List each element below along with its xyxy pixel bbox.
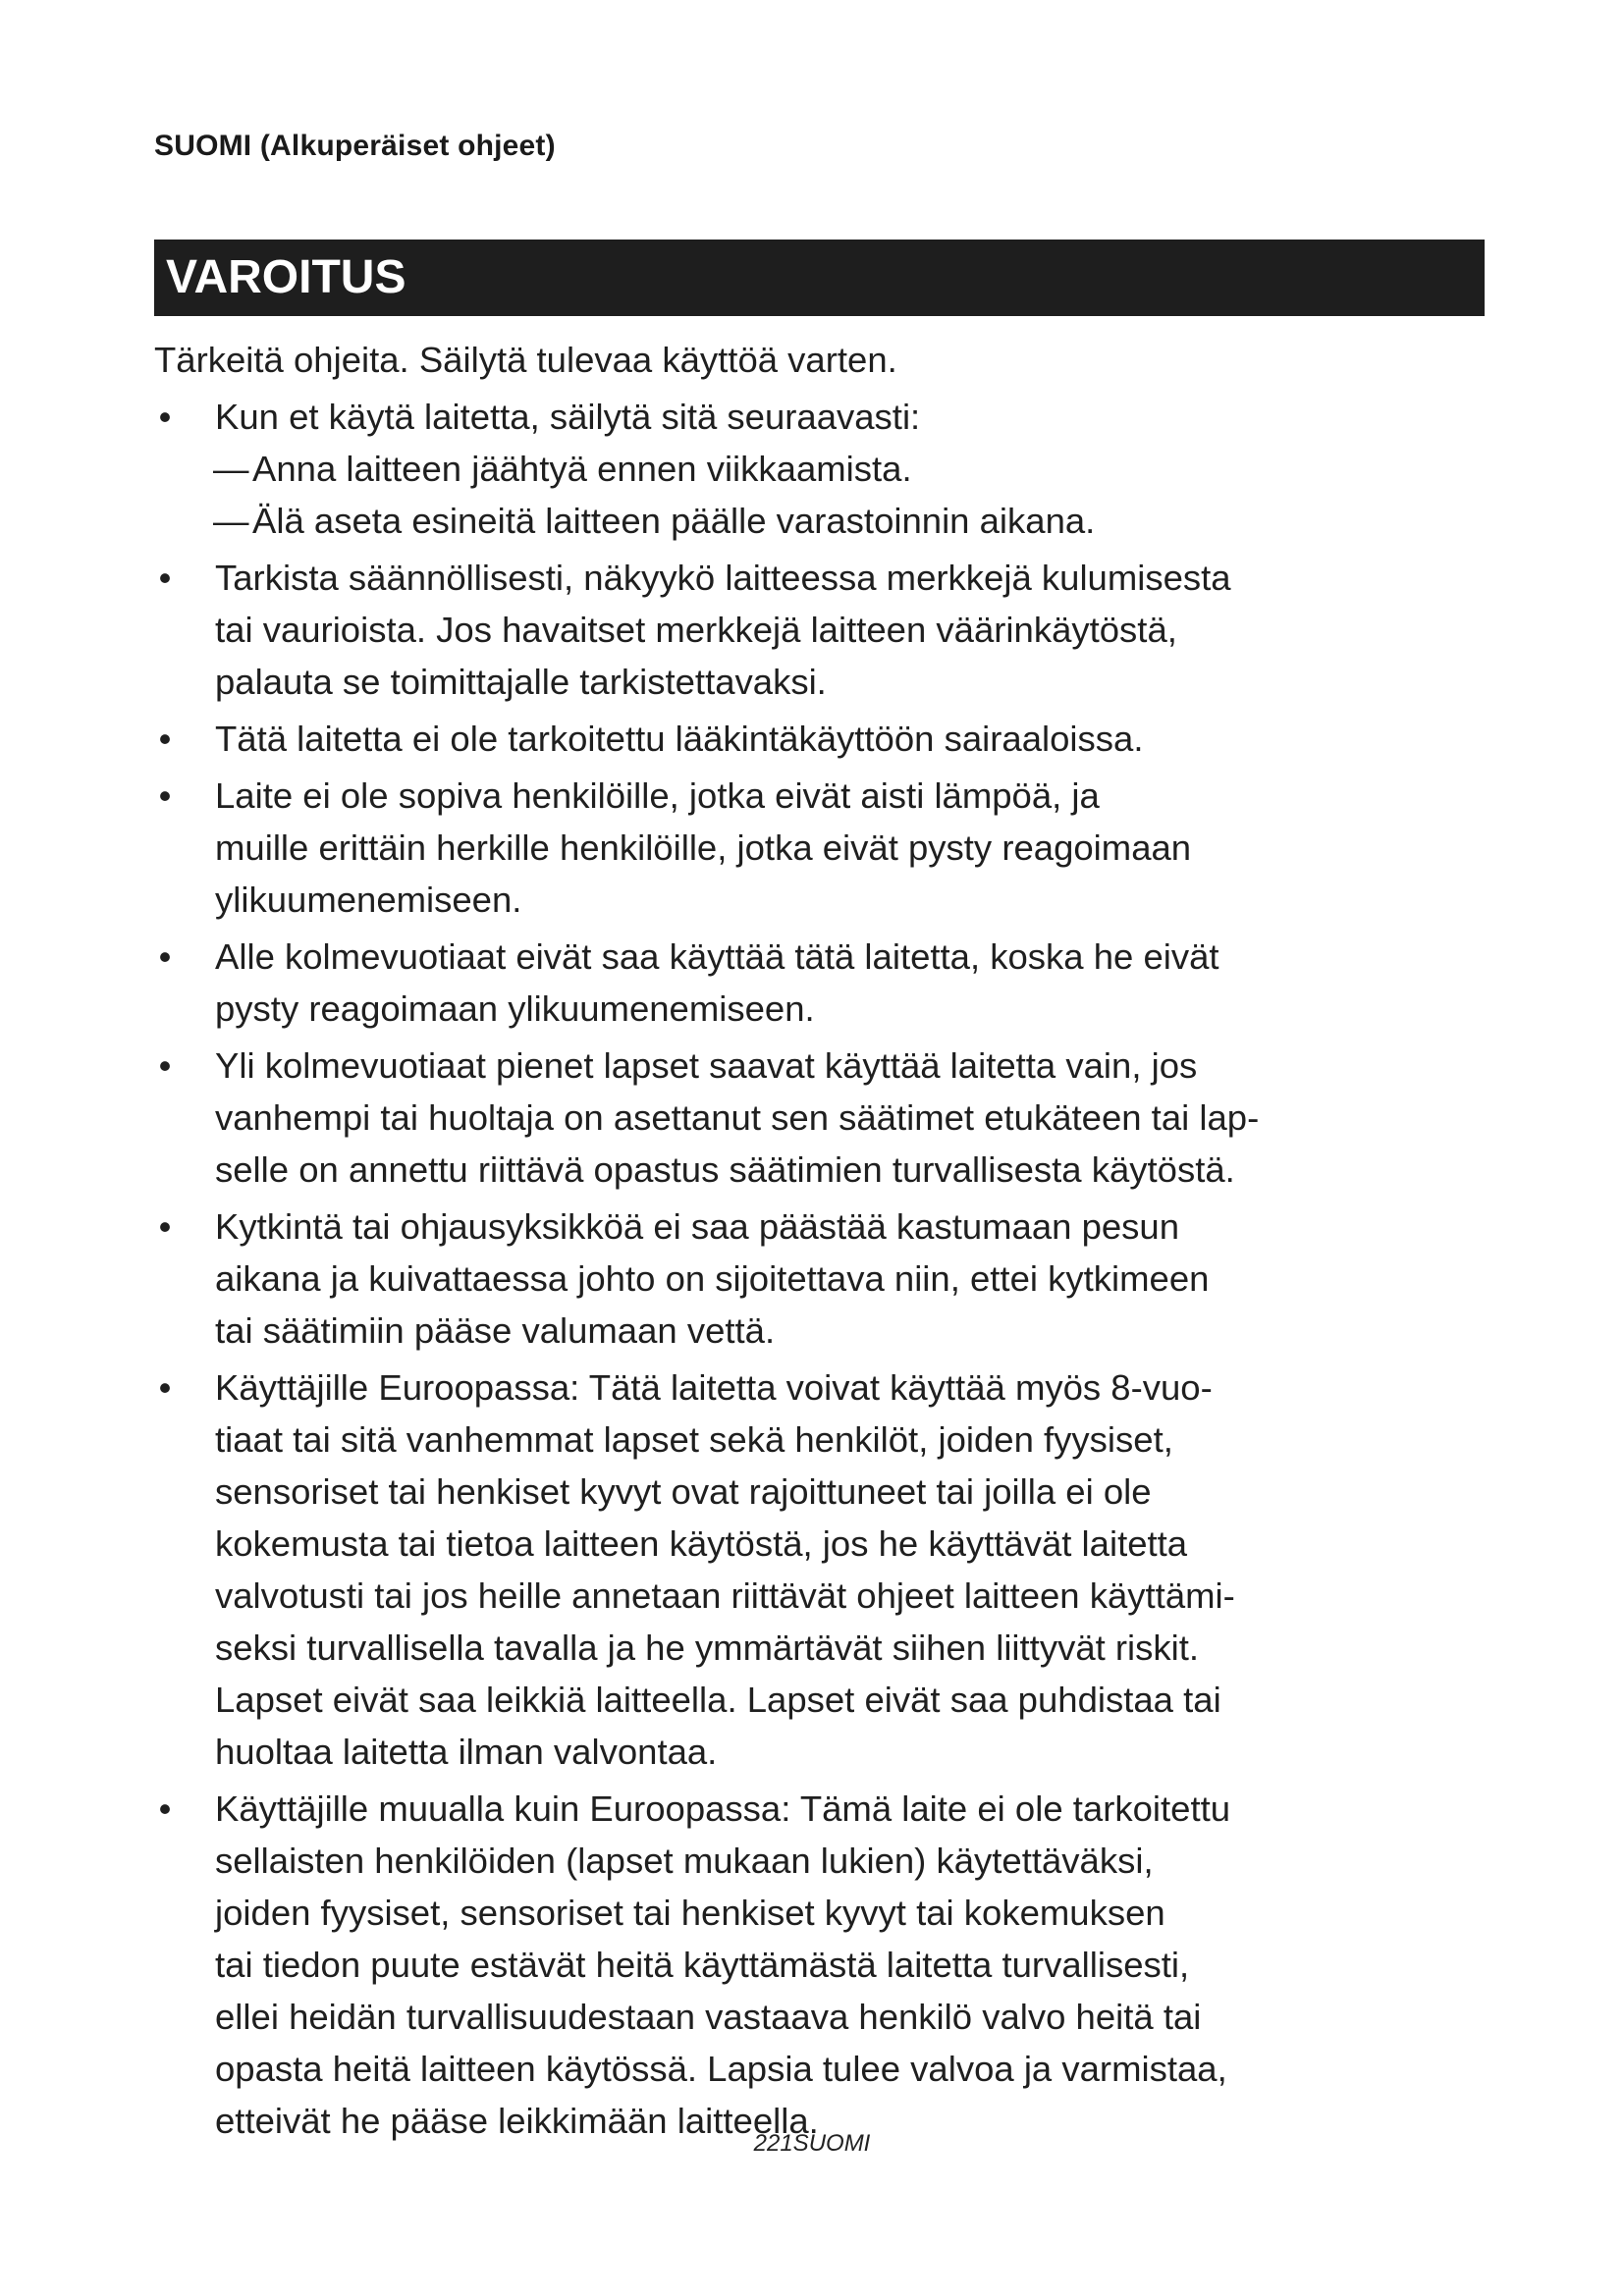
list-item-line: huoltaa laitetta ilman valvontaa. [215,1732,718,1772]
list-item-line: Käyttäjille Euroopassa: Tätä laitetta voivat käyttää myös 8-vuo- [215,1367,1213,1408]
list-item [154,1201,1499,1357]
list-item [154,552,1499,708]
list-item-line: aikana ja kuivattaessa johto on sijoitettava niin, ettei kytkimeen [215,1258,1210,1299]
warning-banner: VAROITUS [154,240,1485,316]
list-item-line: tai vaurioista. Jos havaitset merkkejä laitteen väärinkäytöstä, [215,610,1177,650]
list-item [154,391,1499,443]
list-item-line: etteivät he pääse leikkimään laitteella. [215,2101,819,2141]
bullet-icon: • [158,936,172,977]
list-item [154,931,1499,1035]
bullet-icon: • [158,775,172,816]
bullet-icon: • [158,719,172,759]
list-item-line: opasta heitä laitteen käytössä. Lapsia tulee valvoa ja varmistaa, [215,2049,1227,2089]
list-item-line: tai säätimiin pääse valumaan vettä. [215,1310,776,1351]
list-item-line: Lapset eivät saa leikkiä laitteella. Lapset eivät saa puhdistaa tai [215,1680,1221,1720]
bullet-icon: • [158,1045,172,1086]
bullet-icon: • [158,1789,172,1829]
list-item-line: Kytkintä tai ohjausyksikköä ei saa päästää kastumaan pesun [215,1206,1180,1247]
list-item-line: vanhempi tai huoltaja on asettanut sen säätimet etukäteen tai lap- [215,1097,1260,1138]
list-item-line: sensoriset tai henkiset kyvyt ovat rajoittuneet tai joilla ei ole [215,1471,1152,1512]
list-item-line: tiaat tai sitä vanhemmat lapset sekä henkilöt, joiden fyysiset, [215,1419,1173,1460]
list-item-line: Yli kolmevuotiaat pienet lapset saavat käyttää laitetta vain, jos [215,1045,1198,1086]
list-item-line: Tätä laitetta ei ole tarkoitettu lääkintäkäyttöön sairaaloissa. [215,719,1144,759]
list-item-line: Laite ei ole sopiva henkilöille, jotka eivät aisti lämpöä, ja [215,775,1100,816]
sub-list-item-text: Anna laitteen jäähtyä ennen viikkaamista. [252,449,912,489]
bullet-icon: • [158,1206,172,1247]
list-item-line: Tarkista säännöllisesti, näkyykö laitteessa merkkejä kulumisesta [215,558,1231,598]
list-item-line: tai tiedon puute estävät heitä käyttämästä laitetta turvallisesti, [215,1945,1190,1985]
bullet-icon: • [158,1367,172,1408]
sub-list-item-text: Älä aseta esineitä laitteen päälle varastoinnin aikana. [252,501,1096,541]
list-item-line: valvotusti tai jos heille annetaan riittävät ohjeet laitteen käyttämi- [215,1575,1235,1616]
intro-text: Tärkeitä ohjeita. Säilytä tulevaa käyttöä varten. [154,340,897,380]
list-item-line: ylikuumenemiseen. [215,880,522,920]
list-item-line: joiden fyysiset, sensoriset tai henkiset kyvyt tai kokemuksen [215,1893,1165,1933]
list-item [154,1040,1499,1196]
list-item-line: palauta se toimittajalle tarkistettavaksi. [215,662,827,702]
list-item-line: Alle kolmevuotiaat eivät saa käyttää tätä laitetta, koska he eivät [215,936,1219,977]
page-number: 221SUOMI [753,2130,871,2157]
list-item-line: pysty reagoimaan ylikuumenemiseen. [215,988,815,1029]
document-language-label: SUOMI (Alkuperäiset ohjeet) [154,130,556,162]
list-item-line: selle on annettu riittävä opastus säätimien turvallisesta käytöstä. [215,1149,1235,1190]
list-item-line: Käyttäjille muualla kuin Euroopassa: Tämä laite ei ole tarkoitettu [215,1789,1231,1829]
list-item-line: kokemusta tai tietoa laitteen käytöstä, jos he käyttävät laitetta [215,1523,1188,1564]
dash-icon: — [213,449,249,489]
list-item [154,1783,1499,2147]
list-item-line: seksi turvallisella tavalla ja he ymmärtävät siihen liittyvät riskit. [215,1628,1200,1668]
sub-list-item [154,495,1499,547]
list-item [154,770,1499,926]
list-item-line: ellei heidän turvallisuudestaan vastaava henkilö valvo heitä tai [215,1997,1202,2037]
list-item-line: sellaisten henkilöiden (lapset mukaan lukien) käytettäväksi, [215,1841,1154,1881]
sub-list-item [154,443,1499,495]
dash-icon: — [213,501,249,541]
bullet-icon: • [158,558,172,598]
list-item-line: Kun et käytä laitetta, säilytä sitä seuraavasti: [215,397,921,437]
list-item [154,1362,1499,1778]
list-item [154,713,1499,765]
bullet-icon: • [158,397,172,437]
list-item-line: muille erittäin herkille henkilöille, jotka eivät pysty reagoimaan [215,828,1192,868]
warning-content [154,334,1499,2147]
